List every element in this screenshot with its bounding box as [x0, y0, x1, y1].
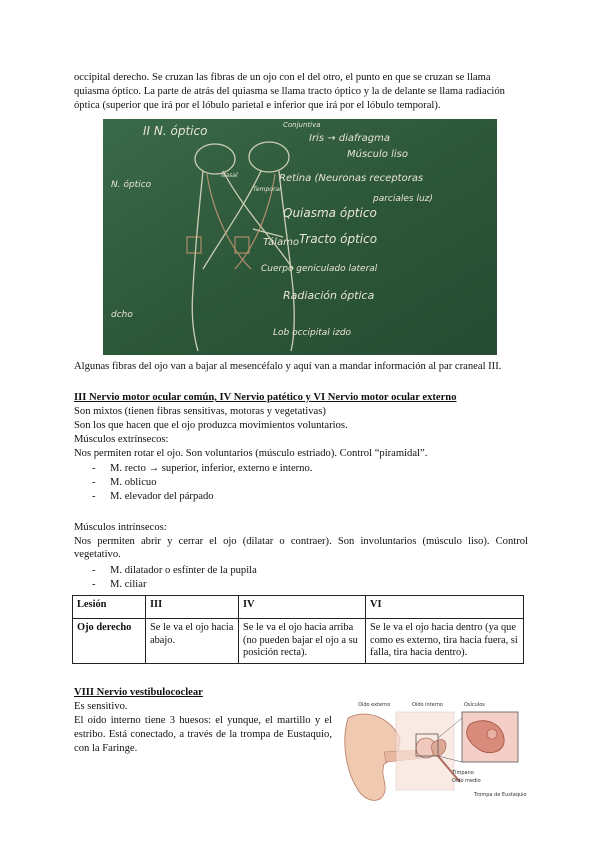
ear-label-trompa: Trompa de Eustaquio [474, 792, 527, 798]
list-item: - M. oblicuo [92, 476, 312, 490]
ear-label-timpano: Tímpano [452, 770, 474, 776]
ear-label-interno: Oído interno [412, 702, 443, 708]
extrinsic-list [92, 462, 312, 504]
table-header: VI [366, 596, 524, 619]
board-label-dcho: dcho [111, 310, 133, 320]
lesion-table [72, 595, 524, 664]
intrinsic-title: Músculos intrínsecos: [74, 522, 167, 533]
list-item: - M. recto → superior, inferior, externo e interno. [92, 462, 312, 476]
section-iii-heading: III Nervio motor ocular común, IV Nervio patético y VI Nervio motor ocular externo [74, 392, 457, 403]
chalkboard-drawing [103, 119, 497, 355]
board-label-retina: Retina (Neuronas receptoras [279, 173, 424, 184]
board-caption: Algunas fibras del ojo van a bajar al mesencéfalo y aquí van a mandar información al par craneal III. [74, 361, 502, 372]
board-label-conjuntiva: Conjuntiva [283, 121, 321, 129]
intro-line-3: óptica (superior que irá por el lóbulo parietal e inferior que irá por el lóbulo temporal). [74, 100, 441, 111]
ear-label-medio: Oído medio [452, 778, 481, 784]
board-label-talamo: Tálamo [263, 237, 299, 248]
section-viii-line1: Es sensitivo. [74, 701, 128, 712]
table-header-row [73, 596, 524, 619]
table-cell-label: Ojo derecho [73, 619, 146, 664]
board-label-nasal: Nasal [221, 172, 238, 179]
extrinsic-desc: Nos permiten rotar el ojo. Son voluntarios (músculo estriado). Control “piramidal”. [74, 448, 428, 459]
table-header: IV [239, 596, 366, 619]
section-viii-heading: VIII Nervio vestibulococlear [74, 687, 203, 698]
board-label-musculo: Músculo liso [347, 149, 408, 160]
ear-diagram [340, 698, 528, 806]
section-iii-line2: Son los que hacen que el ojo produzca movimientos voluntarios. [74, 420, 348, 431]
board-label-tracto: Tracto óptico [299, 232, 378, 246]
ear-illustration [340, 698, 528, 806]
table-header: III [146, 596, 239, 619]
board-label-optico: N. óptico [111, 180, 152, 190]
section-viii-desc: El oído interno tiene 3 huesos: el yunque, el martillo y el estribo. Está conectado, a través de la trompa de Eustaquio, con la Faringe. [74, 715, 332, 754]
chalkboard-photo [103, 119, 497, 355]
table-cell: Se le va el ojo hacia abajo. [146, 619, 239, 664]
intro-line-1: occipital derecho. Se cruzan las fibras de un ojo con el del otro, el punto en que se cruzan se llama [74, 72, 491, 83]
board-label-radiacion: Radiación óptica [283, 289, 375, 302]
extrinsic-title: Músculos extrínsecos: [74, 434, 169, 445]
ear-label-externo: Oído externo [358, 702, 391, 708]
board-label-occipital: Lob occipital izdo [273, 328, 352, 338]
board-label-quiasma: Quiasma óptico [283, 206, 377, 220]
intro-line-2: quiasma óptico. La parte de atrás del quiasma se llama tracto óptico y la de delante se llama radiación [74, 86, 505, 97]
board-label-temporal: Temporal [253, 186, 281, 193]
section-iii-line1: Son mixtos (tienen fibras sensitivas, motoras y vegetativas) [74, 406, 326, 417]
intrinsic-list [92, 564, 257, 592]
list-item: - M. ciliar [92, 578, 257, 592]
table-cell: Se le va el ojo hacia dentro (ya que como es externo, tira hacia fuera, si falla, tira hacia dentro). [366, 619, 524, 664]
table-header: Lesión [73, 596, 146, 619]
list-item: - M. dilatador o esfínter de la pupila [92, 564, 257, 578]
table-cell: Se le va el ojo hacia arriba (no pueden bajar el ojo a su posición recta). [239, 619, 366, 664]
board-label-iris: Iris → diafragma [309, 133, 391, 144]
board-label-geniculado: Cuerpo geniculado lateral [261, 264, 378, 274]
ear-label-huesos: Osículos [464, 702, 485, 708]
board-label-retina2: parciales luz) [373, 194, 433, 204]
board-label-title: II N. óptico [143, 124, 208, 138]
table-row [73, 619, 524, 664]
list-item: - M. elevador del párpado [92, 490, 312, 504]
intrinsic-desc: Nos permiten abrir y cerrar el ojo (dilatar o contraer). Son involuntarios (músculo liso). Control vegetativo. [74, 536, 528, 560]
